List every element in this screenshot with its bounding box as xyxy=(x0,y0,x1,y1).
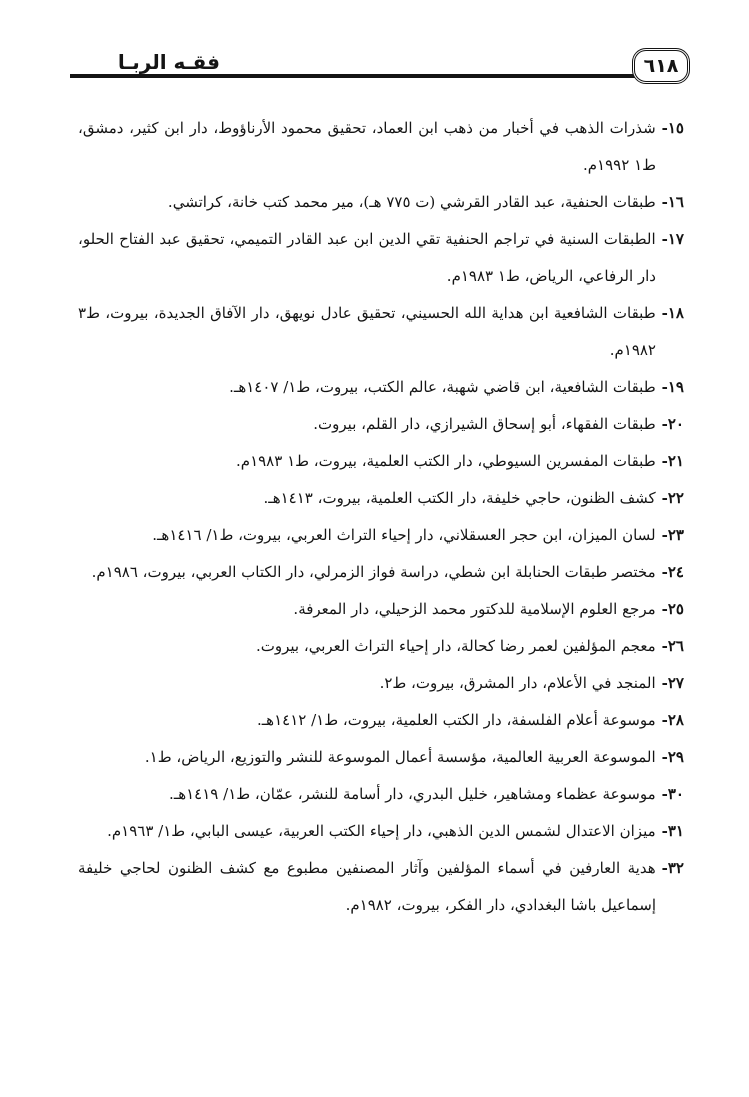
reference-item xyxy=(78,850,684,924)
reference-item xyxy=(78,739,684,776)
reference-text: موسوعة أعلام الفلسفة، دار الكتب العلمية، بيروت، ط١/ ١٤١٢هـ. xyxy=(257,711,656,729)
reference-text: هدية العارفين في أسماء المؤلفين وآثار المصنفين مطبوع مع كشف الظنون لحاجي خليفة إسماعيل باشا البغدادي، دار الفكر، بيروت، ١٩٨٢م. xyxy=(78,859,656,914)
reference-number: ١٥- xyxy=(661,119,684,137)
page-number: ٦١٨ xyxy=(632,48,690,84)
reference-text: طبقات الحنفية، عبد القادر القرشي (ت ٧٧٥ هـ)، مير محمد كتب خانة، كراتشي. xyxy=(167,193,656,211)
reference-number: ٢١- xyxy=(661,452,684,470)
reference-text: مرجع العلوم الإسلامية للدكتور محمد الزحيلي، دار المعرفة. xyxy=(293,600,656,618)
reference-text: طبقات المفسرين السيوطي، دار الكتب العلمية، بيروت، ط١ ١٩٨٣م. xyxy=(236,452,656,470)
reference-item xyxy=(78,628,684,665)
page-header xyxy=(70,44,690,92)
reference-number: ٢٠- xyxy=(661,415,684,433)
reference-number: ٢٧- xyxy=(661,674,684,692)
header-rule xyxy=(70,74,636,78)
reference-item xyxy=(78,221,684,295)
reference-number: ٢٨- xyxy=(661,711,684,729)
reference-item xyxy=(78,443,684,480)
reference-item xyxy=(78,480,684,517)
reference-text: طبقات الشافعية ابن هداية الله الحسيني، تحقيق عادل نويهق، دار الآفاق الجديدة، بيروت، ط٣ ١٩٨٢م. xyxy=(78,304,656,359)
reference-text: معجم المؤلفين لعمر رضا كحالة، دار إحياء التراث العربي، بيروت. xyxy=(255,637,656,655)
reference-number: ٣٠- xyxy=(661,785,684,803)
reference-text: موسوعة عظماء ومشاهير، خليل البدري، دار أسامة للنشر، عمّان، ط١/ ١٤١٩هـ. xyxy=(169,785,656,803)
reference-item xyxy=(78,702,684,739)
reference-item xyxy=(78,665,684,702)
reference-number: ٢٩- xyxy=(661,748,684,766)
reference-text: الموسوعة العربية العالمية، مؤسسة أعمال الموسوعة للنشر والتوزيع، الرياض، ط١. xyxy=(144,748,656,766)
reference-text: كشف الظنون، حاجي خليفة، دار الكتب العلمية، بيروت، ١٤١٣هـ. xyxy=(263,489,656,507)
reference-text: طبقات الشافعية، ابن قاضي شهبة، عالم الكتب، بيروت، ط١/ ١٤٠٧هـ. xyxy=(229,378,656,396)
reference-number: ٢٦- xyxy=(661,637,684,655)
reference-number: ١٧- xyxy=(661,230,684,248)
reference-text: ميزان الاعتدال لشمس الدين الذهبي، دار إحياء الكتب العربية، عيسى البابي، ط١/ ١٩٦٣م. xyxy=(107,822,656,840)
reference-text: لسان الميزان، ابن حجر العسقلاني، دار إحياء التراث العربي، بيروت، ط١/ ١٤١٦هـ. xyxy=(152,526,656,544)
reference-number: ٢٤- xyxy=(661,563,684,581)
reference-item xyxy=(78,369,684,406)
reference-item xyxy=(78,591,684,628)
reference-number: ١٩- xyxy=(661,378,684,396)
reference-text: المنجد في الأعلام، دار المشرق، بيروت، ط٢. xyxy=(379,674,656,692)
reference-item xyxy=(78,776,684,813)
reference-item xyxy=(78,554,684,591)
reference-item xyxy=(78,517,684,554)
reference-item xyxy=(78,184,684,221)
reference-number: ٢٢- xyxy=(661,489,684,507)
reference-item xyxy=(78,406,684,443)
running-title: فقـه الربـا xyxy=(117,50,220,74)
reference-item xyxy=(78,110,684,184)
reference-text: مختصر طبقات الحنابلة ابن شطي، دراسة فواز الزمرلي، دار الكتاب العربي، بيروت، ١٩٨٦م. xyxy=(91,563,656,581)
reference-item xyxy=(78,813,684,850)
reference-text: شذرات الذهب في أخبار من ذهب ابن العماد، تحقيق محمود الأرناؤوط، دار ابن كثير، دمشق، ط١ ١٩٩٢م. xyxy=(78,119,656,174)
reference-list xyxy=(78,110,684,924)
reference-number: ٣٢- xyxy=(661,859,684,877)
reference-number: ٢٥- xyxy=(661,600,684,618)
reference-number: ١٨- xyxy=(661,304,684,322)
reference-number: ٢٣- xyxy=(661,526,684,544)
reference-text: الطبقات السنية في تراجم الحنفية تقي الدين ابن عبد القادر التميمي، تحقيق عبد الفتاح الحلو، دار الرفاعي، الرياض، ط١ ١٩٨٣م. xyxy=(78,230,656,285)
reference-number: ١٦- xyxy=(661,193,684,211)
reference-text: طبقات الفقهاء، أبو إسحاق الشيرازي، دار القلم، بيروت. xyxy=(313,415,656,433)
reference-number: ٣١- xyxy=(661,822,684,840)
reference-item xyxy=(78,295,684,369)
